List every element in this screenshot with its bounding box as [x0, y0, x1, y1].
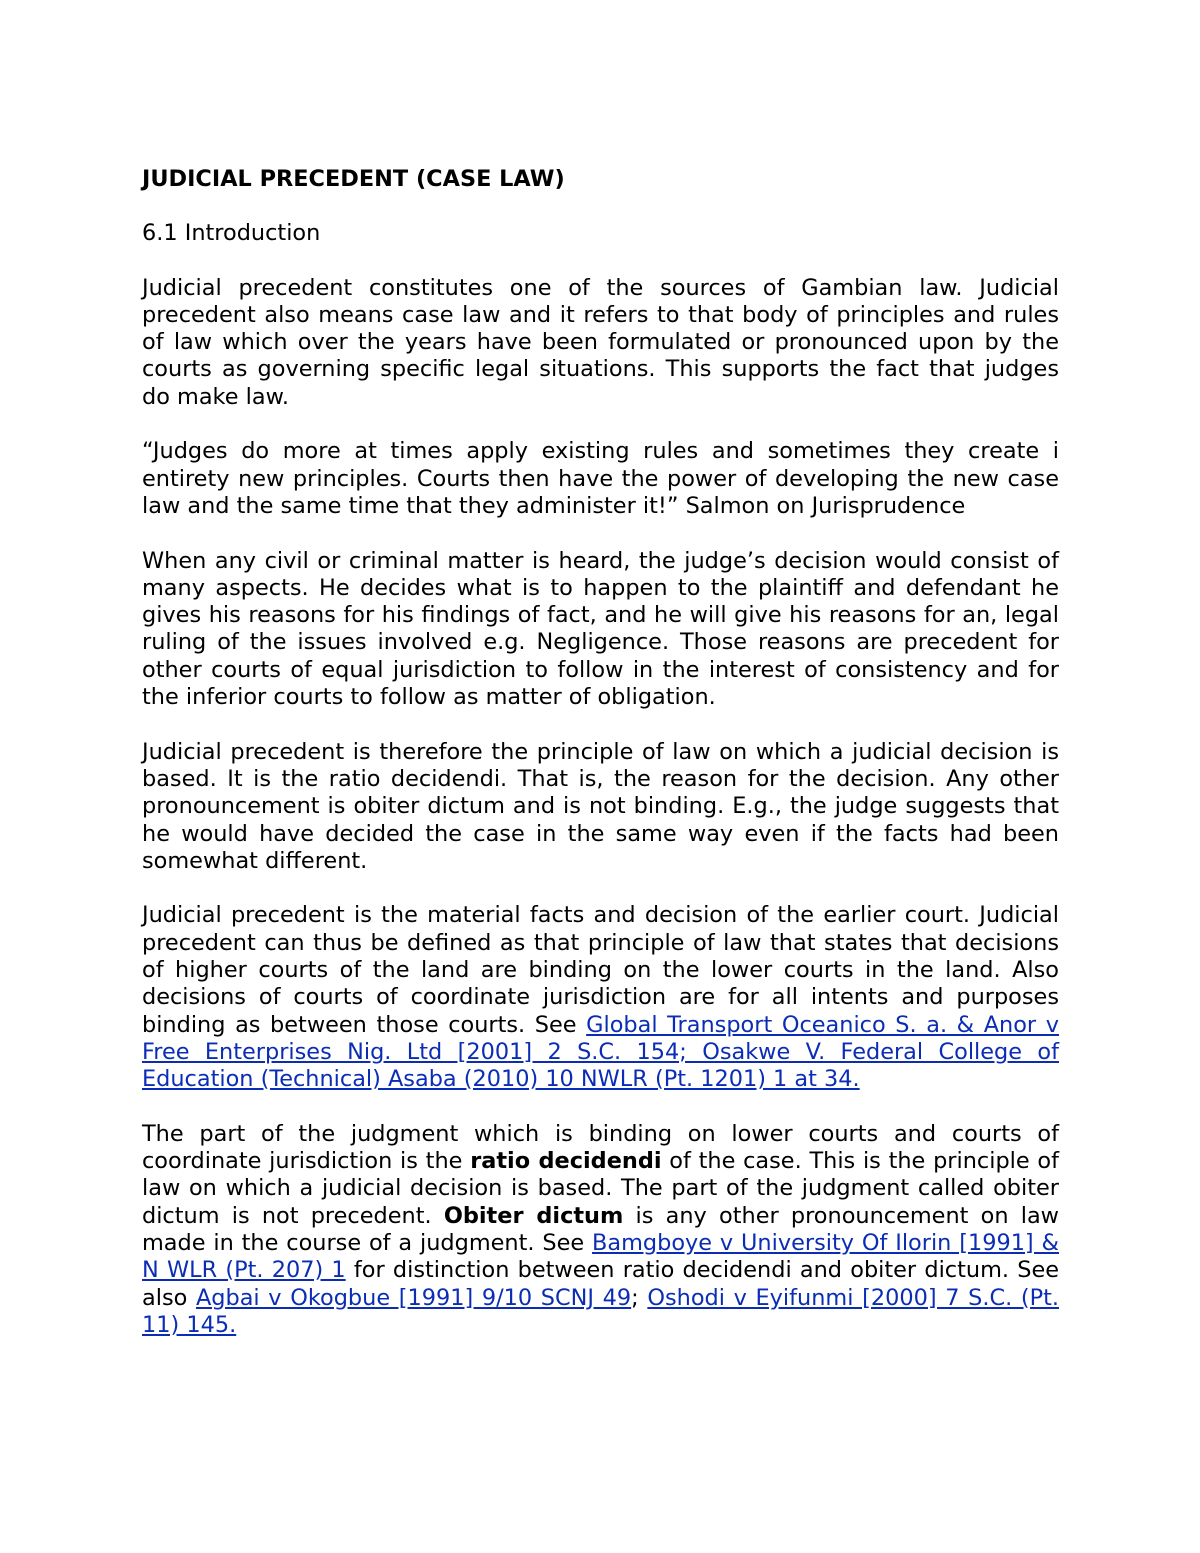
case-citation-link-global-transport[interactable]: Global Transport Oceanico S. a. & Anor v Free Enterprises Nig. Ltd [2001] 2 S.C. 154; Osakwe V. Federal College of Education (Technical) Asaba (2010) 10 NWLR (Pt. 1201) 1 at 34.	[142, 1011, 1059, 1093]
paragraph-decision-aspects: When any civil or criminal matter is heard, the judge’s decision would consist of many aspects. He decides what is to happen to the plaintiff and defendant he gives his reasons for his findings of fact, and he will give his reasons for an, legal ruling of the issues involved e.g. Negligence. Those reasons are precedent for other courts of equal jurisdiction to follow in the interest of consistency and for the inferior courts to follow as matter of obligation.	[142, 547, 1059, 711]
text-segment: ;	[631, 1284, 648, 1311]
paragraph-intro: Judicial precedent constitutes one of the sources of Gambian law. Judicial precedent also means case law and it refers to that body of principles and rules of law which over the years have been formulated or pronounced upon by the courts as governing specific legal situations. This supports the fact that judges do make law.	[142, 274, 1059, 410]
paragraph-binding-part	[142, 1121, 1059, 1339]
paragraph-definition	[142, 902, 1059, 1093]
paragraph-ratio-decidendi: Judicial precedent is therefore the principle of law on which a judicial decision is based. It is the ratio decidendi. That is, the reason for the decision. Any other pronouncement is obiter dictum and is not binding. E.g., the judge suggests that he would have decided the case in the same way even if the facts had been somewhat different.	[142, 738, 1059, 874]
text-segment: is any other pronouncement on law made in the course of a judgment. See	[142, 1202, 1059, 1256]
case-citation-link-bamgboye[interactable]: Bamgboye v University Of Ilorin [1991] & N WLR (Pt. 207) 1	[142, 1229, 1059, 1284]
text-segment: of the case. This is the principle of law on which a judicial decision is based. The part of the judgment called obiter dictum is not precedent.	[142, 1148, 1059, 1229]
document-page	[142, 166, 1059, 1366]
section-heading: 6.1 Introduction	[142, 220, 321, 247]
case-citation-link-agbai[interactable]: Agbai v Okogbue [1991] 9/10 SCNJ 49	[195, 1284, 632, 1311]
paragraph-quote: “Judges do more at times apply existing rules and sometimes they create i entirety new principles. Courts then have the power of developing the new case law and the same time that they administer it!” Salmon on Jurisprudence	[142, 438, 1059, 519]
paragraph-definition-text: Judicial precedent is the material facts and decision of the earlier court. Judicial precedent can thus be defined as that principle of law that states that decisions of higher courts of the land are binding on the lower courts in the land. Also decisions of courts of coordinate jurisdiction are for all intents and purposes binding as between those courts. See	[142, 902, 1059, 1038]
bold-term-obiter-dictum: Obiter dictum	[443, 1202, 624, 1229]
case-citation-link-oshodi[interactable]: Oshodi v Eyifunmi [2000] 7 S.C. (Pt. 11) 145.	[142, 1284, 1059, 1338]
text-segment: The part of the judgment which is binding on lower courts and courts of coordinate jurisdiction is the	[142, 1120, 1059, 1175]
bold-term-ratio-decidendi: ratio decidendi	[470, 1148, 662, 1175]
document-title: JUDICIAL PRECEDENT (CASE LAW)	[142, 166, 565, 192]
text-segment: for distinction between ratio decidendi and obiter dictum. See also	[142, 1257, 1059, 1311]
